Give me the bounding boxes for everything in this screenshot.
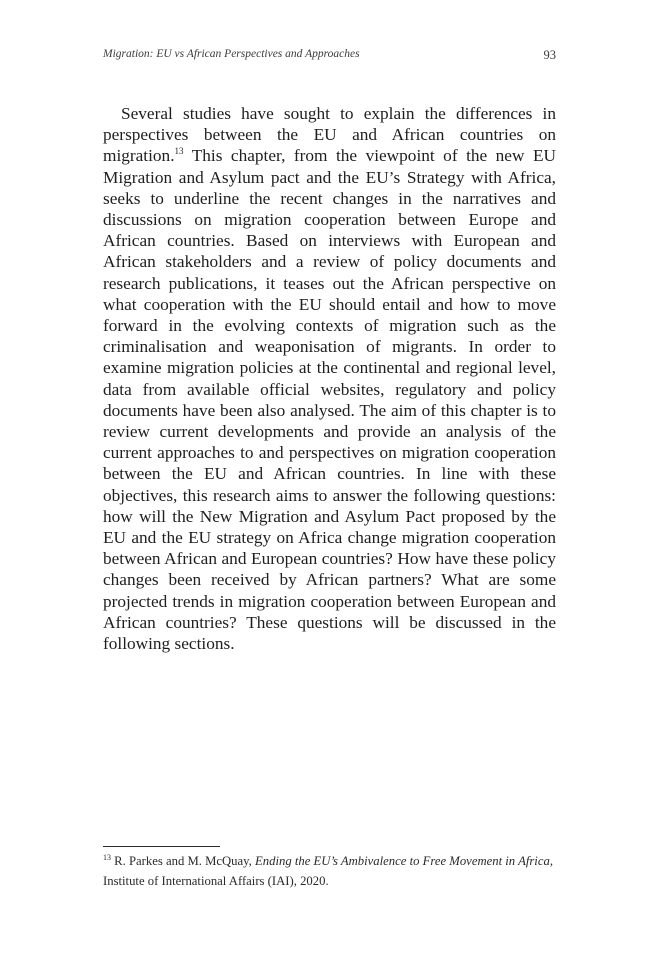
footnote-authors: R. Parkes and M. McQuay,	[111, 854, 256, 868]
paragraph-text-part-2: This chapter, from the viewpoint of the new EU Migration and Asylum pact and the EU’s Strategy with Africa, seeks to underline the recent changes in the narratives and discussions on migration cooperation between Europe and African countries. Based on interviews with European and African stakeholders and a review of policy documents and research publications, it teases out the African perspective on what cooperation with the EU should entail and how to move forward in the evolving contexts of migration such as the criminalisation and weaponisation of migrants. In order to examine migration policies at the continental and regional level, data from available official websites, regulatory and policy documents have been also analysed. The aim of this chapter is to review current developments and provide an analysis of the current approaches to and perspectives on migration cooperation between the EU and African countries. In line with these objectives, this research aims to answer the following questions: how will the New Migration and Asylum Pact proposed by the EU and the EU strategy on Africa change migration cooperation between African and European countries? How have these policy changes been received by African partners? What are some projected trends in migration cooperation between European and African countries? These questions will be discussed in the following sections.	[103, 146, 556, 654]
footnote	[103, 851, 556, 891]
footnote-number: 13	[103, 852, 111, 862]
body-paragraph	[103, 103, 556, 654]
running-title: Migration: EU vs African Perspectives and Approaches	[103, 48, 360, 60]
footnote-separator	[103, 846, 220, 847]
footnote-reference[interactable]: 13	[174, 145, 184, 156]
running-header	[103, 48, 556, 66]
footnote-title: Ending the EU’s Ambivalence to Free Movement in Africa	[255, 854, 550, 868]
footnote-publisher: , Institute of International Affairs (IAI), 2020.	[103, 854, 553, 888]
paragraph-text-part-1: Several studies have sought to explain the differences in perspectives between the EU and African countries on migration.	[103, 104, 556, 166]
page-number: 93	[543, 48, 556, 62]
